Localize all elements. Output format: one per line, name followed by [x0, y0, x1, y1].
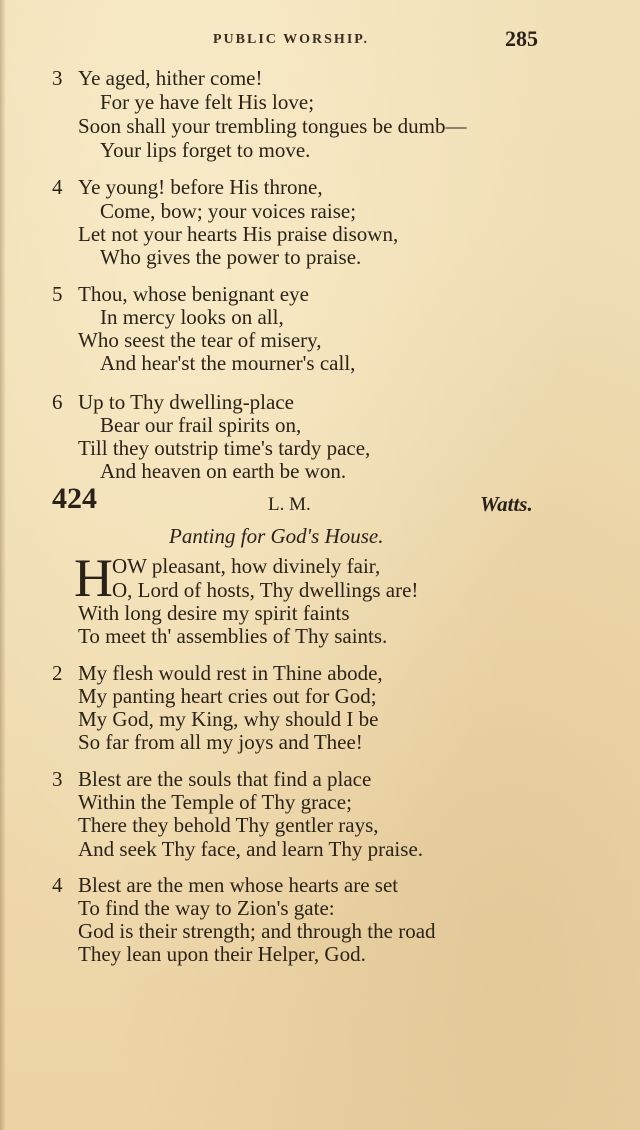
stanza-number: 6	[52, 390, 63, 414]
verse-line: They lean upon their Helper, God.	[78, 942, 366, 966]
verse-line: Up to Thy dwelling-place	[78, 390, 294, 414]
stanza-number: 5	[52, 282, 63, 306]
page-edge-shadow	[0, 0, 6, 1130]
verse-line: And heaven on earth be won.	[100, 459, 347, 483]
verse-line: My God, my King, why should I be	[78, 707, 379, 731]
verse-line: Who gives the power to praise.	[100, 245, 362, 269]
verse-line: Bear our frail spirits on,	[100, 413, 302, 437]
verse-line: There they behold Thy gentler rays,	[78, 813, 379, 837]
verse-line: Thou, whose benignant eye	[78, 282, 309, 306]
verse-line: Ye aged, hither come!	[78, 66, 263, 90]
verse-line: To find the way to Zion's gate:	[78, 896, 335, 920]
hymn-number: 424	[52, 482, 97, 515]
verse-line: My flesh would rest in Thine abode,	[78, 661, 383, 685]
hymn-author: Watts.	[480, 492, 533, 516]
verse-line: OW pleasant, how divinely fair,	[112, 554, 381, 578]
verse-line: Ye young! before His throne,	[78, 175, 323, 199]
verse-line: Till they outstrip time's tardy pace,	[78, 436, 371, 460]
verse-line: Within the Temple of Thy grace;	[78, 790, 352, 814]
verse-line: So far from all my joys and Thee!	[78, 730, 363, 754]
verse-line: With long desire my spirit faints	[78, 601, 350, 625]
verse-line: Blest are the souls that find a place	[78, 767, 372, 791]
page-number: 285	[505, 26, 538, 51]
running-head: PUBLIC WORSHIP.	[213, 32, 370, 47]
verse-line: For ye have felt His love;	[100, 90, 315, 114]
verse-line: My panting heart cries out for God;	[78, 684, 377, 708]
page-header	[0, 28, 640, 58]
verse-line: Who seest the tear of misery,	[78, 328, 322, 352]
stanza-number: 2	[52, 661, 63, 685]
verse-line: O, Lord of hosts, Thy dwellings are!	[112, 578, 419, 602]
verse-line: Blest are the men whose hearts are set	[78, 873, 399, 897]
drop-cap: H	[74, 548, 113, 608]
verse-line: Let not your hearts His praise disown,	[78, 222, 399, 246]
verse-line: Soon shall your trembling tongues be dumb—	[78, 114, 467, 138]
verse-line: And hear'st the mourner's call,	[100, 351, 356, 375]
verse-line: God is their strength; and through the road	[78, 919, 436, 943]
verse-line: Your lips forget to move.	[100, 138, 311, 162]
verse-line: In mercy looks on all,	[100, 305, 284, 329]
stanza-number: 4	[52, 175, 63, 199]
hymn-title: Panting for God's House.	[169, 524, 384, 548]
stanza-number: 3	[52, 66, 63, 90]
stanza-number: 3	[52, 767, 63, 791]
stanza-number: 4	[52, 873, 63, 897]
hymn-meter: L. M.	[268, 494, 311, 515]
verse-line: And seek Thy face, and learn Thy praise.	[78, 837, 424, 861]
verse-line: Come, bow; your voices raise;	[100, 199, 357, 223]
verse-line: To meet th' assemblies of Thy saints.	[78, 624, 388, 648]
